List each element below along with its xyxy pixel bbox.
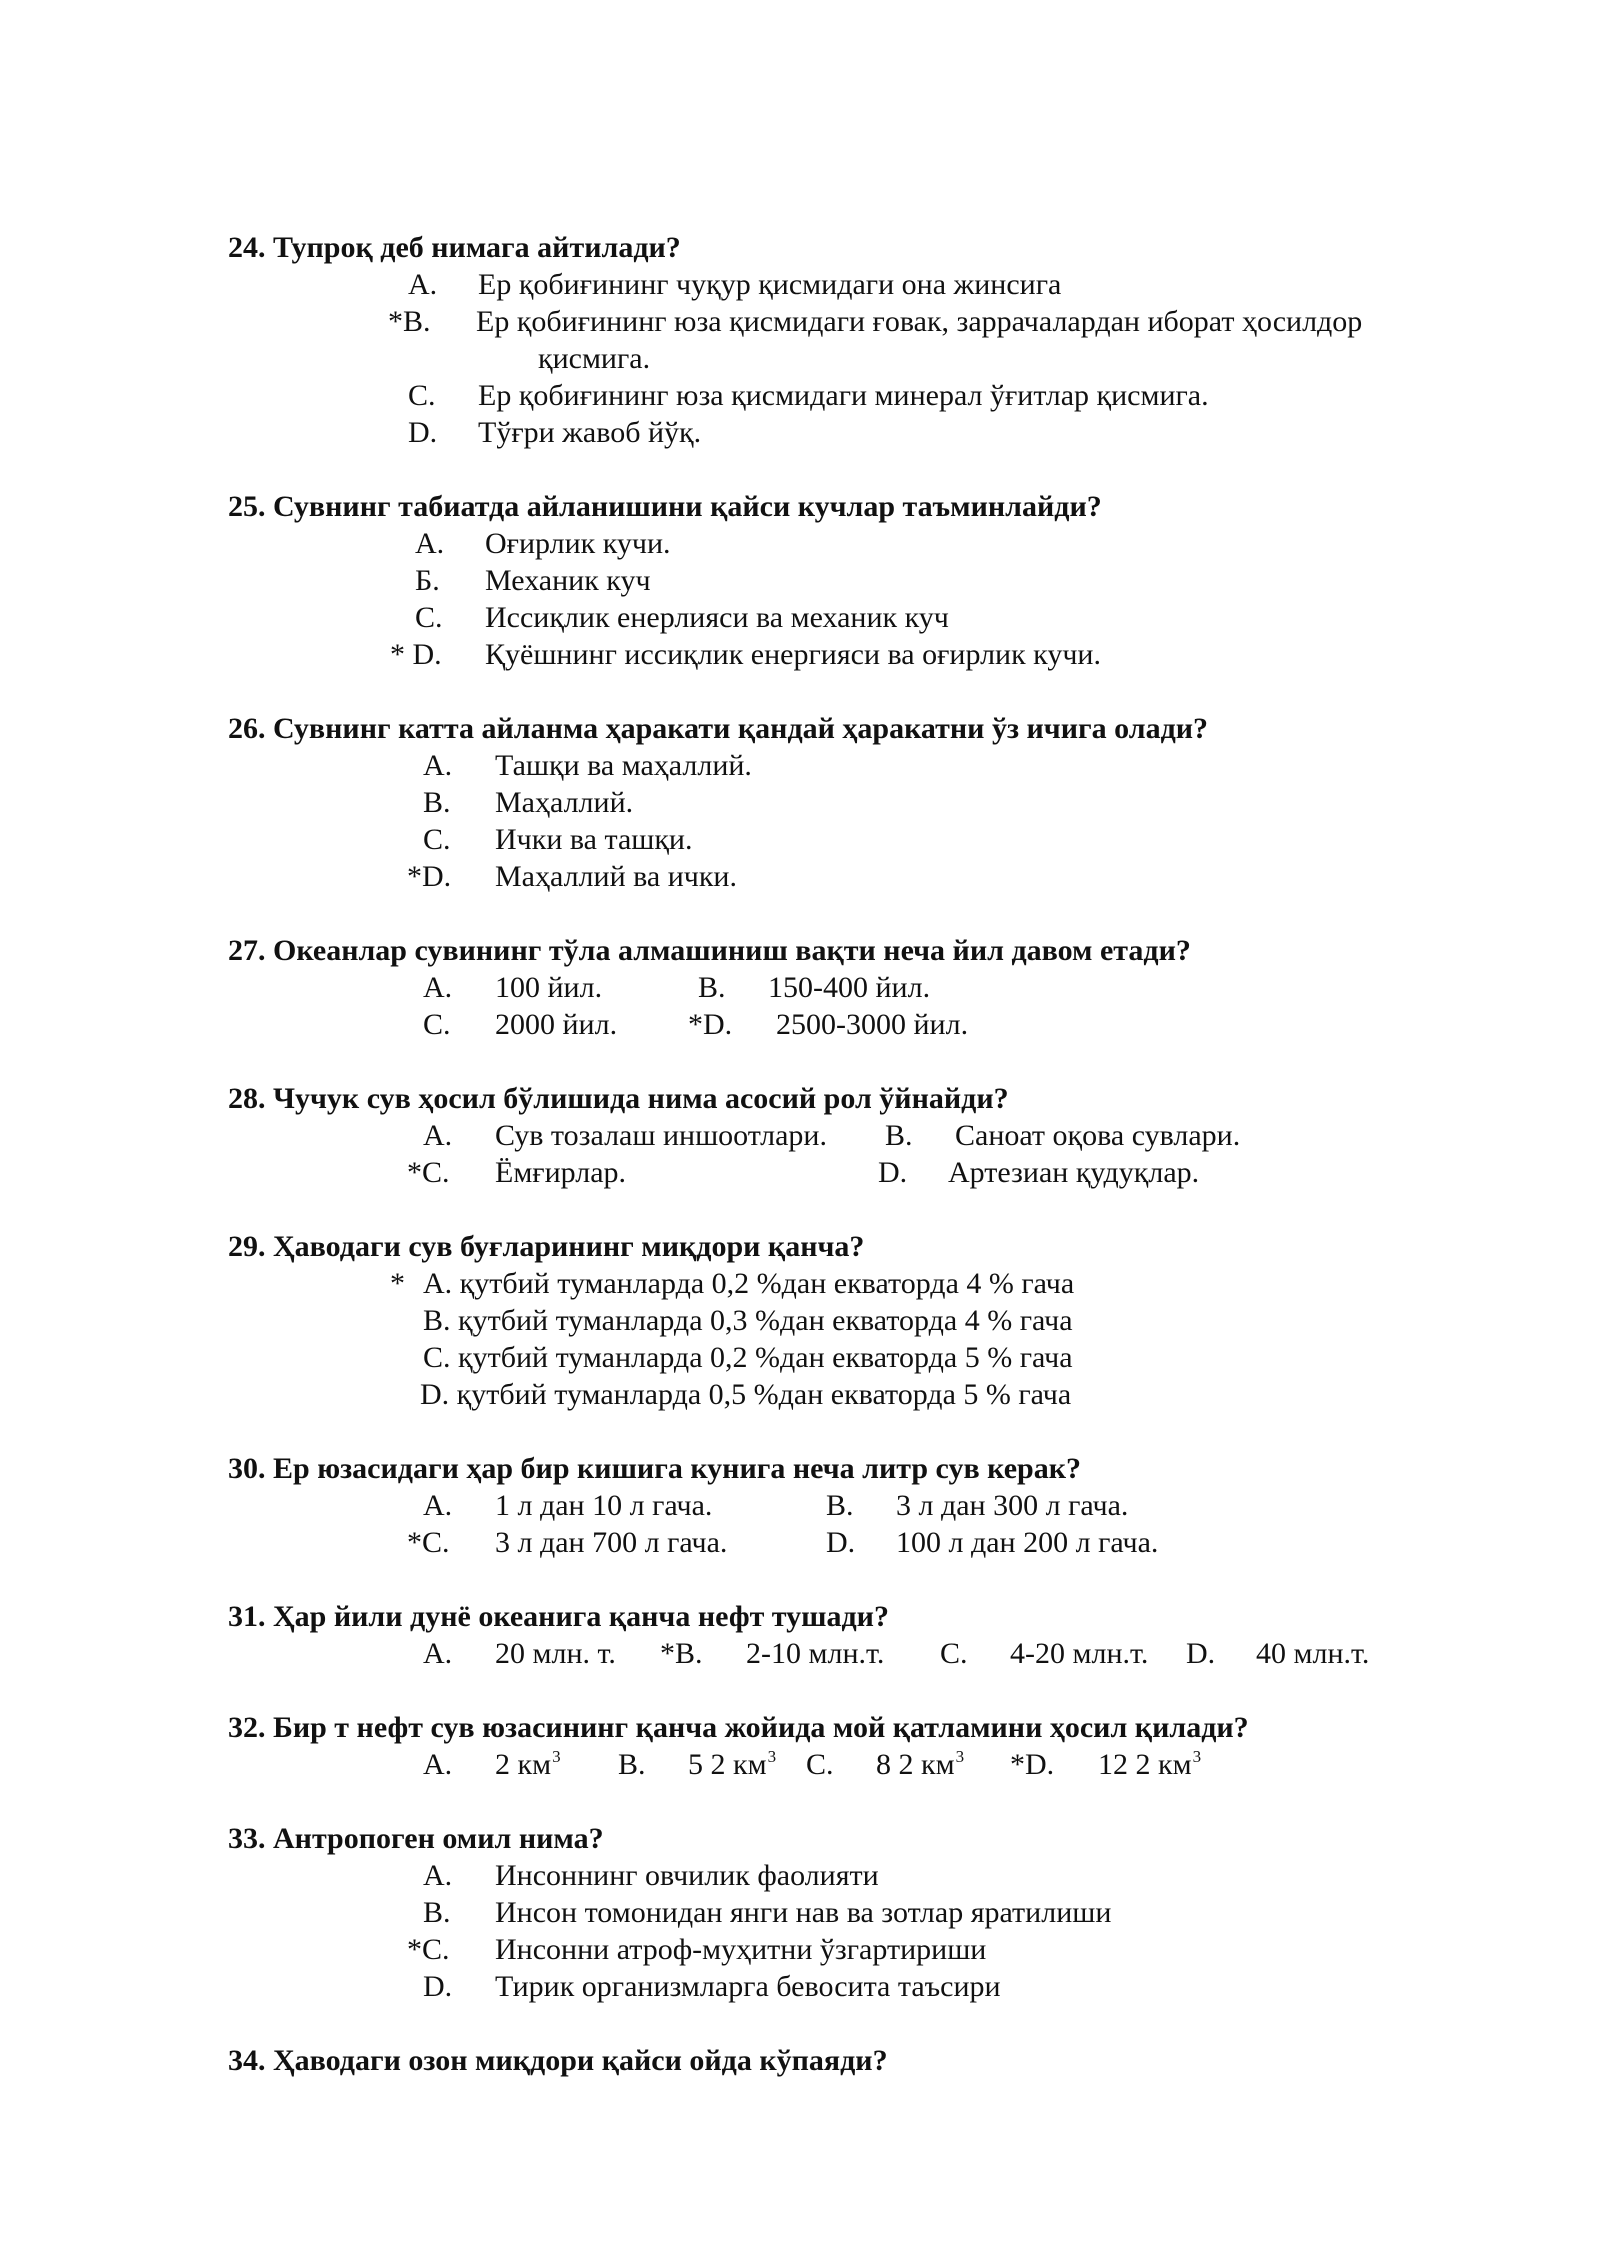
answer-letter: *B. [660,1637,703,1670]
answer-letter: C. [806,1748,834,1781]
answer-text: 2000 йил. [495,1008,618,1041]
answer-value: 2 км [495,1748,552,1781]
answer-letter: *D. [688,1008,733,1041]
answer-letter: C. [408,379,436,412]
answer-letter: C. [940,1637,968,1670]
answer-text: Инсонни атроф-муҳитни ўзгартириши [495,1933,987,1966]
question-31: 31. Ҳар йили дунё океанига қанча нефт тушади? [228,1600,889,1633]
answer-text [688,1746,776,1787]
answer-text: B. қутбий туманларда 0,3 %дан екваторда 4 % гача [423,1304,1073,1337]
answer-text: 20 млн. т. [495,1637,616,1670]
superscript: 3 [955,1747,965,1766]
answer-letter: *C. [407,1933,450,1966]
answer-letter: C. [423,823,451,856]
question-30: 30. Ер юзасидаги ҳар бир кишига кунига неча литр сув керак? [228,1452,1081,1485]
answer-letter: *D. [407,860,452,893]
answer-letter: A. [415,527,445,560]
answer-letter: D. [826,1526,856,1559]
answer-text: 100 л дан 200 л гача. [896,1526,1159,1559]
answer-letter: *B. [388,305,431,338]
answer-letter: B. [698,971,726,1004]
answer-text: 150-400 йил. [768,971,931,1004]
question-28: 28. Чучук сув ҳосил бўлишида нима асосий рол ўйнайди? [228,1082,1009,1115]
answer-letter: B. [618,1748,646,1781]
answer-text [876,1746,964,1787]
answer-text: Саноат оқова сувлари. [955,1119,1241,1152]
answer-letter: B. [423,1896,451,1929]
answer-text: Артезиан қудуқлар. [948,1156,1200,1189]
answer-letter: A. [423,1637,453,1670]
question-29: 29. Ҳаводаги сув буғларининг миқдори қанча? [228,1230,865,1263]
answer-text: Иссиқлик енерлияси ва механик куч [485,601,949,634]
superscript: 3 [1192,1747,1202,1766]
answer-text: 2-10 млн.т. [746,1637,885,1670]
answer-text: Ташқи ва маҳаллий. [495,749,752,782]
answer-letter: A. [423,971,453,1004]
answer-letter: *C. [407,1156,450,1189]
answer-letter: B. [885,1119,913,1152]
answer-text: Тўғри жавоб йўқ. [478,416,702,449]
answer-text: Тирик организмларга бевосита таъсири [495,1970,1001,2003]
answer-letter: A. [408,268,438,301]
answer-letter: * D. [390,638,442,671]
answer-text: Ер қобиғининг чуқур қисмидаги она жинсига [478,268,1062,301]
answer-text: 3 л дан 300 л гача. [896,1489,1129,1522]
answer-text: 100 йил. [495,971,603,1004]
answer-text: 4-20 млн.т. [1010,1637,1149,1670]
superscript: 3 [552,1747,561,1766]
answer-text: Оғирлик кучи. [485,527,671,560]
answer-value: 5 2 км [688,1748,767,1781]
answer-text [1098,1746,1201,1787]
answer-letter: C. [415,601,443,634]
answer-text: A. қутбий туманларда 0,2 %дан екваторда 4 % гача [423,1267,1075,1300]
answer-letter: A. [423,1489,453,1522]
question-34: 34. Ҳаводаги озон миқдори қайси ойда кўпаяди? [228,2044,888,2077]
answer-text: 3 л дан 700 л гача. [495,1526,728,1559]
answer-letter: D. [1186,1637,1216,1670]
answer-text: Инсон томонидан янги нав ва зотлар яратилиши [495,1896,1112,1929]
answer-value: 12 2 км [1098,1748,1192,1781]
answer-text: Қуёшнинг иссиқлик енергияси ва оғирлик кучи. [485,638,1101,671]
answer-letter: D. [878,1156,908,1189]
answer-text: D. қутбий туманларда 0,5 %дан екваторда 5 % гача [420,1378,1072,1411]
answer-text: Маҳаллий ва ички. [495,860,737,893]
question-25: 25. Сувнинг табиатда айланишини қайси кучлар таъминлайди? [228,490,1102,523]
answer-text: 40 млн.т. [1256,1637,1370,1670]
answer-letter: D. [408,416,438,449]
answer-letter: B. [423,786,451,819]
answer-letter: D. [423,1970,453,2003]
answer-text: Механик куч [485,564,651,597]
answer-text: C. қутбий туманларда 0,2 %дан екваторда 5 % гача [423,1341,1073,1374]
answer-text: Ер қобиғининг юза қисмидаги минерал ўғитлар қисмига. [478,379,1209,412]
question-24: 24. Тупроқ деб нимага айтилади? [228,231,681,264]
answer-text: Сув тозалаш иншоотлари. [495,1119,827,1152]
answer-letter: A. [423,1119,453,1152]
answer-letter: C. [423,1008,451,1041]
answer-value: 8 2 км [876,1748,955,1781]
question-33: 33. Антропоген омил нима? [228,1822,604,1855]
answer-letter: A. [423,1859,453,1892]
answer-text-continued: қисмига. [538,342,651,375]
answer-text [495,1746,561,1787]
answer-text: 1 л дан 10 л гача. [495,1489,713,1522]
question-27: 27. Океанлар сувининг тўла алмашиниш вақти неча йил давом етади? [228,934,1191,967]
question-32: 32. Бир т нефт сув юзасининг қанча жойида мой қатламини ҳосил қилади? [228,1711,1249,1744]
answer-letter: A. [423,1748,453,1781]
answer-letter: Б. [415,564,440,597]
superscript: 3 [767,1747,777,1766]
answer-text: 2500-3000 йил. [776,1008,969,1041]
answer-text: Ички ва ташқи. [495,823,693,856]
answer-text: Маҳаллий. [495,786,634,819]
answer-letter: *D. [1010,1748,1055,1781]
answer-text: Инсоннинг овчилик фаолияти [495,1859,879,1892]
answer-text: Ер қобиғининг юза қисмидаги ғовак, заррачалардан иборат ҳосилдор [476,305,1363,338]
answer-letter: B. [826,1489,854,1522]
answer-text: Ёмғирлар. [495,1156,627,1189]
answer-letter: A. [423,749,453,782]
answer-letter: *C. [407,1526,450,1559]
answer-mark: * [390,1267,405,1300]
question-26: 26. Сувнинг катта айланма ҳаракати қандай ҳаракатни ўз ичига олади? [228,712,1209,745]
